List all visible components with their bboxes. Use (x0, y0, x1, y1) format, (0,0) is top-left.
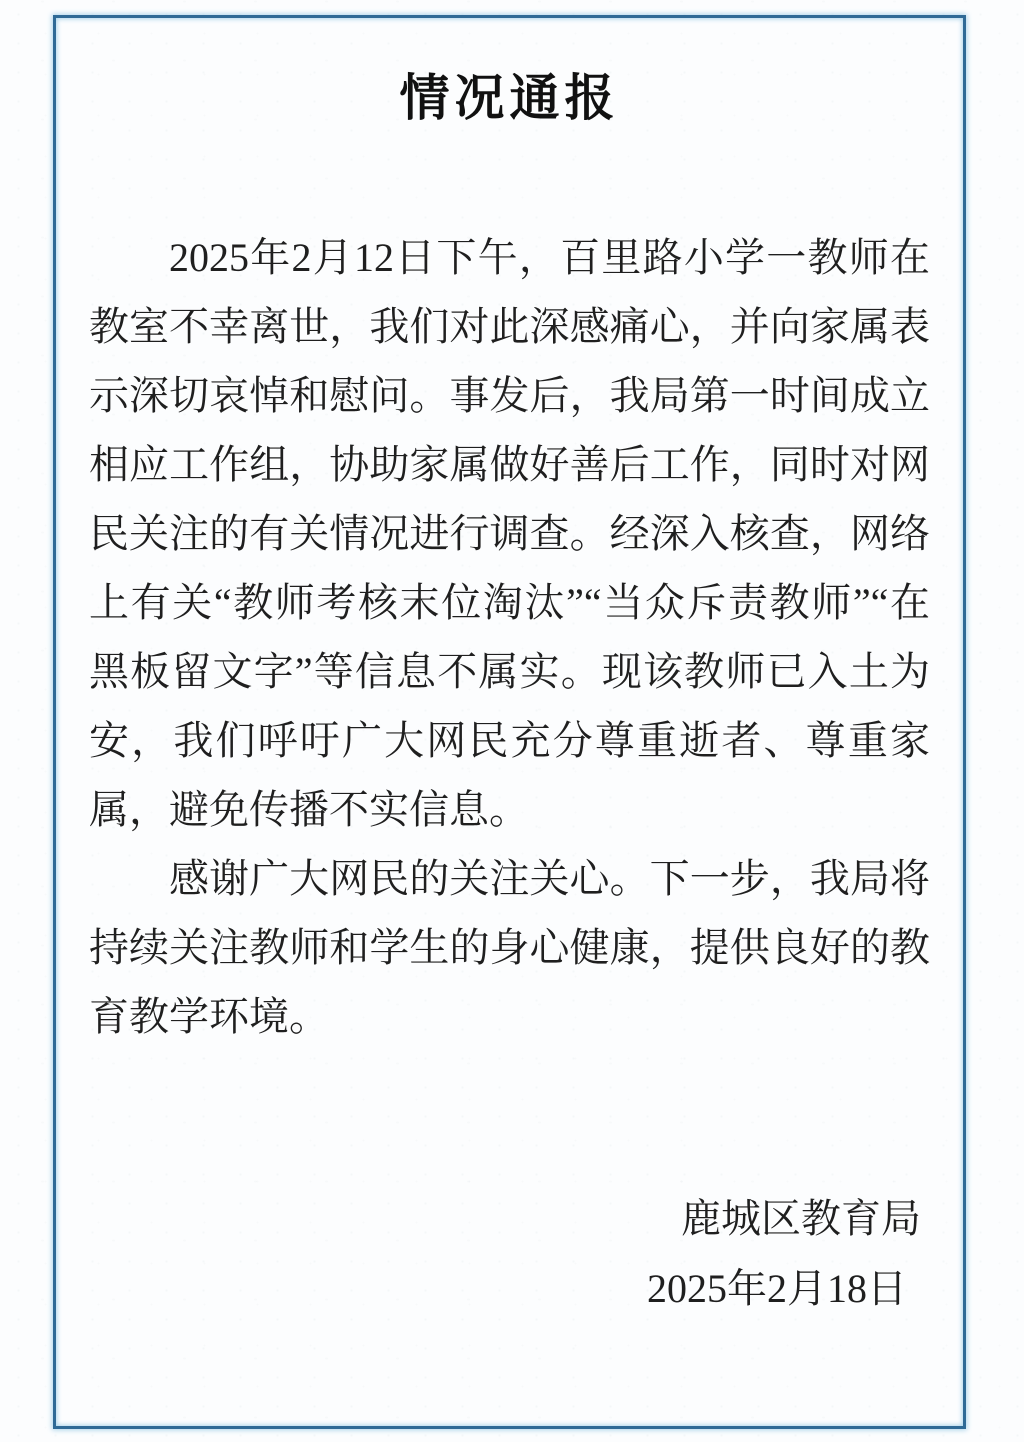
notice-body (89, 223, 930, 1051)
issue-date: 2025年2月18日 (647, 1266, 907, 1311)
notice-title: 情况通报 (399, 70, 620, 126)
issuer-name: 鹿城区教育局 (681, 1196, 921, 1241)
notice-border-frame (53, 15, 966, 1429)
notice-paragraph-2: 感谢广大网民的关注关心。下一步，我局将持续关注教师和学生的身心健康，提供良好的教育教学环境。 (89, 856, 930, 1039)
notice-paragraph-1: 2025年2月12日下午，百里路小学一教师在教室不幸离世，我们对此深感痛心，并向家属表示深切哀悼和慰问。事发后，我局第一时间成立相应工作组，协助家属做好善后工作，同时对网民关注的有关情况进行调查。经深入核查，网络上有关“教师考核末位淘汰”“当众斥责教师”“在黑板留文字”等信息不属实。现该教师已入土为安，我们呼吁广大网民充分尊重逝者、尊重家属，避免传播不实信息。 (89, 235, 930, 832)
signature-block (56, 1184, 963, 1324)
